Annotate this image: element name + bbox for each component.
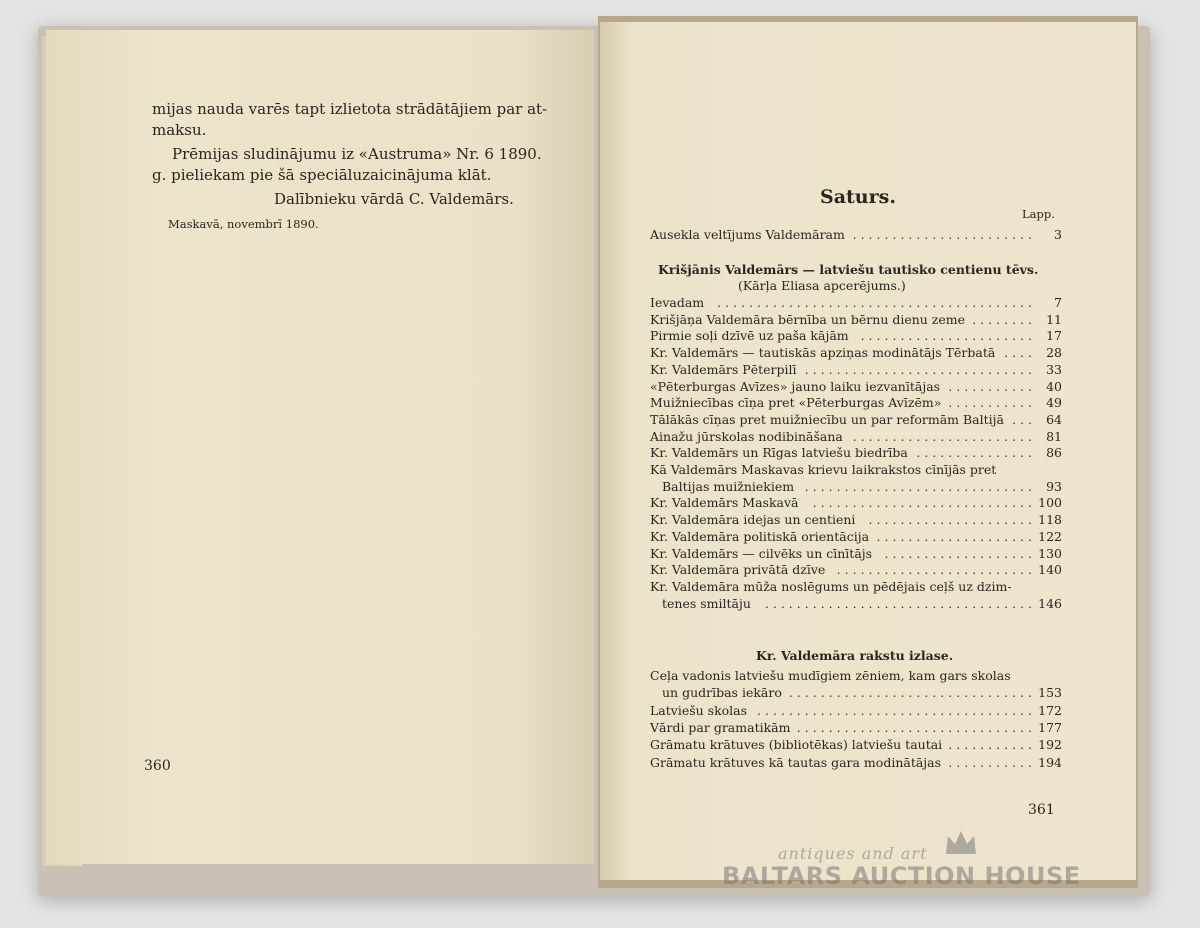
toc-leader-dots: ............................. [804,478,1036,494]
toc-entry-title: Ceļa vadonis latviešu mudīgiem zēniem, kam gars skolas [650,668,1011,683]
toc-entry [650,495,1062,511]
toc-entry-page: 11 [1046,311,1062,327]
page-column-label: Lapp. [1022,207,1055,221]
toc-entry [650,312,1062,328]
toc-entry-page: 81 [1046,428,1062,444]
toc-entry [650,562,1062,578]
toc-entry-title: Grāmatu krātuves kā tautas gara modinātājas [650,754,942,770]
toc-entry-title: Pirmie soļi dzīvē uz paša kājām [650,328,849,344]
toc-entry [650,227,1062,243]
toc-entry [650,328,1062,344]
toc-leader-dots: ......................... [836,562,1036,578]
toc-entry-title: Baltijas muižniekiem [662,478,795,494]
toc-entry-page: 172 [1038,702,1062,718]
toc-entry [650,445,1062,461]
toc-entry-title: Ainažu jūrskolas nodibināšana [650,428,843,444]
toc-entry [650,703,1062,719]
toc-entry [650,479,1062,495]
toc-entry-page: 130 [1038,545,1062,561]
toc-entry-page: 118 [1038,512,1062,528]
toc-entry-title: «Pēterburgas Avīzes» jauno laiku iezvanītājas [650,378,941,394]
toc-entry [650,737,1062,753]
toc-leader-dots: ................................... [756,702,1036,718]
signature-line: Dalībnieku vārdā C. Valdemārs. [274,190,514,208]
toc-title: Saturs. [820,186,896,208]
toc-entry-title: Vārdi par gramatikām [650,719,791,735]
toc-entry [650,668,1062,684]
place-date: Maskavā, novembrī 1890. [168,217,319,231]
toc-leader-dots: .................... [876,528,1036,544]
toc-entry-title: Kr. Valdemārs Maskavā [650,495,799,511]
toc-entry-title: Kā Valdemārs Maskavas krievu laikrakstos cīnījās pret [650,462,997,477]
toc-leader-dots: ........... [948,378,1036,394]
toc-entry-page: 33 [1046,361,1062,377]
toc-leader-dots: ............................ [812,495,1036,511]
toc-entry-title: Kr. Valdemārs — tautiskās apziņas modinātājs Tērbatā [650,345,996,361]
toc-leader-dots: ...................... [860,328,1036,344]
toc-entry-page: 49 [1046,395,1062,411]
toc-entry [650,755,1062,771]
toc-entry [650,685,1062,701]
toc-leader-dots: ..................... [868,512,1036,528]
watermark-tagline: antiques and art [778,844,928,863]
right-page-number: 361 [1028,802,1055,818]
toc-entry-page: 122 [1038,528,1062,544]
toc-entry-page: 17 [1046,328,1062,344]
toc-leader-dots: .............................. [796,719,1036,735]
toc-entry-title: Kr. Valdemāra mūža noslēgums un pēdējais ceļš uz dzim- [650,578,1012,594]
section-1-subheading: (Kārļa Eliasa apcerējums.) [738,278,906,293]
toc-leader-dots: ........... [948,737,1036,753]
toc-leader-dots: ............... [916,445,1036,461]
toc-entry [650,720,1062,736]
toc-entry-title: Kr. Valdemāra politiskā orientācija [650,528,870,544]
toc-leader-dots: ................... [884,545,1036,561]
toc-entry-page: 3 [1054,227,1062,242]
toc-entry-title: Latviešu skolas [650,702,748,718]
watermark-brand: BALTARS AUCTION HOUSE [722,862,1081,890]
toc-entry-title: Kr. Valdemāra privātā dzīve [650,562,826,578]
toc-entry-title: Grāmatu krātuves (bibliotēkas) latviešu tautai [650,737,943,753]
toc-entry-title: Kr. Valdemārs un Rīgas latviešu biedrība [650,445,908,461]
toc-leader-dots: ....................... [852,428,1036,444]
toc-entry [650,412,1062,428]
toc-entry-title: Ievadam [650,295,705,310]
toc-entry-title: Kr. Valdemārs Pēterpilī [650,361,797,377]
toc-entry [650,362,1062,378]
toc-leader-dots: ............................... [788,685,1036,701]
section-2-heading: Kr. Valdemāra rakstu izlase. [756,648,954,663]
toc-entry [650,395,1062,411]
toc-entry [650,529,1062,545]
left-line-4: g. pieliekam pie šā speciāluzaicinājuma klāt. [152,166,492,184]
toc-entry-page: 177 [1038,719,1062,735]
toc-entry [650,295,1062,311]
toc-entry [650,345,1062,361]
toc-leader-dots: ....................... [852,227,1036,242]
toc-leader-dots: ........ [972,311,1036,327]
toc-leader-dots: ........................................ [717,295,1036,310]
toc-entry-title: Krišjāņa Valdemāra bērnība un bērnu dienu zeme [650,311,966,327]
left-line-2: maksu. [152,121,207,139]
toc-entry-page: 194 [1038,754,1062,770]
toc-entry-page: 64 [1046,411,1062,427]
toc-entry-title: Muižniecības cīņa pret «Pēterburgas Avīzēm» [650,395,942,411]
left-line-1: mijas nauda varēs tapt izlietota strādātājiem par at- [152,100,548,118]
toc-entry-title: un gudrības iekāro [662,685,782,701]
watermark [722,844,1122,900]
toc-entry [650,429,1062,445]
toc-entry [650,462,1062,478]
toc-leader-dots: .................................. [764,595,1036,611]
toc-entry-page: 100 [1038,495,1062,511]
toc-entry-page: 146 [1038,595,1062,611]
left-line-3: Prēmijas sludinājumu iz «Austruma» Nr. 6 1890. [172,145,542,163]
toc-entry-title: Auseklа veltījums Valdemāram [650,227,845,242]
toc-entry [650,579,1062,595]
toc-entry-page: 28 [1046,345,1062,361]
toc-entry-page: 40 [1046,378,1062,394]
section-1-heading: Krišjānis Valdemārs — latviešu tautisko centienu tēvs. [658,262,1039,277]
toc-entry-page: 140 [1038,562,1062,578]
toc-entry [650,512,1062,528]
toc-leader-dots: ............................. [804,361,1036,377]
toc-entry-title: Kr. Valdemārs — cilvēks un cīnītājs [650,545,873,561]
toc-entry-page: 93 [1046,478,1062,494]
left-page-number: 360 [144,758,171,774]
toc-entry [650,596,1062,612]
toc-entry [650,379,1062,395]
toc-entry-title: Kr. Valdemāra idejas un centieni [650,512,856,528]
toc-entry-page: 192 [1038,737,1062,753]
toc-entry-page: 7 [1054,295,1062,310]
toc-leader-dots: ... [1012,411,1036,427]
toc-entry-title: Tālākās cīņas pret muižniecību un par reformām Baltijā [650,411,1004,427]
toc-entry-page: 86 [1046,445,1062,461]
toc-leader-dots: ........... [948,754,1036,770]
toc-entry-title: tenes smiltāju [662,595,751,611]
toc-entry [650,546,1062,562]
toc-leader-dots: ........... [948,395,1036,411]
toc-entry-page: 153 [1038,685,1062,701]
crown-icon [944,828,978,858]
toc-leader-dots: .... [1004,345,1036,361]
